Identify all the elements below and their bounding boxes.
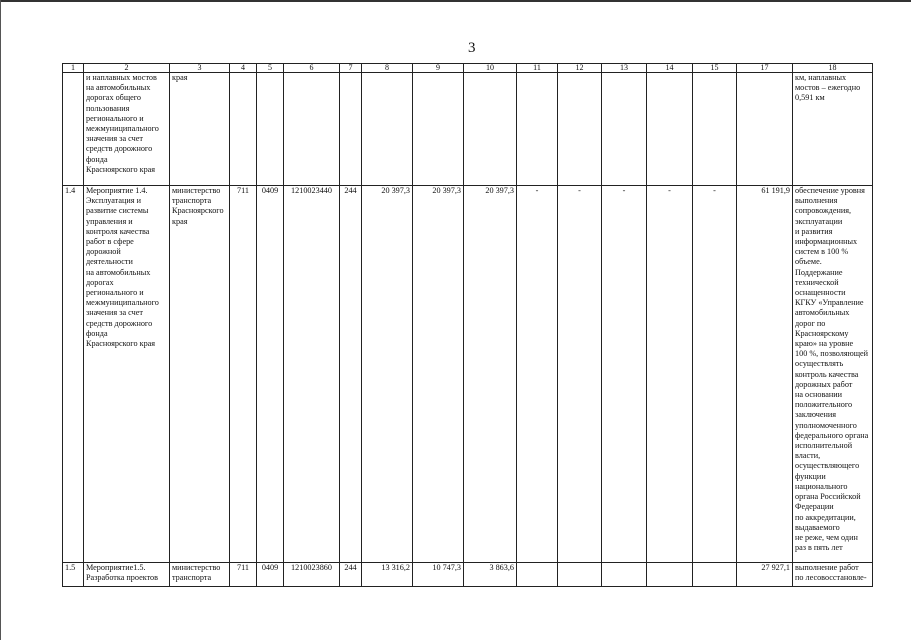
amount-year-2 (413, 73, 464, 186)
column-header: 14 (647, 64, 693, 73)
table-row (63, 563, 873, 587)
column-13-value (602, 563, 647, 587)
executor: министерство транспорта (170, 563, 230, 587)
column-header: 5 (257, 64, 284, 73)
column-11-value (517, 563, 558, 587)
vr-code (340, 73, 362, 186)
column-header: 4 (230, 64, 257, 73)
measure-name: и наплавных мостов на автомобильных дорогах общего пользования регионального и межмуниципального значения за счет средств дорожного фонда Красноярского края (84, 73, 170, 186)
column-12-value (558, 563, 602, 587)
amount-year-1: 13 316,2 (362, 563, 413, 587)
column-header: 9 (413, 64, 464, 73)
amount-year-1: 20 397,3 (362, 186, 413, 563)
total-amount: 61 191,9 (737, 186, 793, 563)
executor: края (170, 73, 230, 186)
amount-year-1 (362, 73, 413, 186)
column-number-row (63, 64, 873, 73)
column-15-value (693, 563, 737, 587)
row-number: 1.5 (63, 563, 84, 587)
grbs-code: 711 (230, 186, 257, 563)
column-header: 3 (170, 64, 230, 73)
column-header: 13 (602, 64, 647, 73)
column-header: 18 (793, 64, 873, 73)
amount-year-2: 10 747,3 (413, 563, 464, 587)
expected-result: выполнение работ по лесовосстановле- (793, 563, 873, 587)
amount-year-3: 20 397,3 (464, 186, 517, 563)
column-15-value (693, 73, 737, 186)
csr-code: 1210023440 (284, 186, 340, 563)
vr-code: 244 (340, 186, 362, 563)
column-header: 11 (517, 64, 558, 73)
column-11-value: - (517, 186, 558, 563)
executor: министерство транспорта Красноярского края (170, 186, 230, 563)
table-row (63, 186, 873, 563)
column-14-value (647, 73, 693, 186)
page-number: 3 (468, 40, 476, 56)
column-header: 6 (284, 64, 340, 73)
column-header: 15 (693, 64, 737, 73)
column-header: 2 (84, 64, 170, 73)
amount-year-3 (464, 73, 517, 186)
grbs-code: 711 (230, 563, 257, 587)
expected-result: км, наплавных мостов – ежегодно 0,591 км (793, 73, 873, 186)
column-14-value: - (647, 186, 693, 563)
column-12-value (558, 73, 602, 186)
scan-left-border (0, 0, 1, 640)
csr-code (284, 73, 340, 186)
column-header: 10 (464, 64, 517, 73)
table-row (63, 73, 873, 186)
column-11-value (517, 73, 558, 186)
expected-result: обеспечение уровня выполнения сопровождения, эксплуатации и развития информационных систем в 100 % объеме. Поддержание технической оснащенности КГКУ «Управление автомобильных дорог по Красноярскому краю» на уровне 100 %, позволяющей осуществлять контроль качества дорожных работ на основании положительного заключения уполномоченного федерального органа исполнительной власти, осуществляющего функции национального органа Российской Федерации по аккредитации, выдаваемого не реже, чем один раз в пять лет (793, 186, 873, 563)
total-amount: 27 927,1 (737, 563, 793, 587)
program-measures-table (62, 63, 873, 587)
rzpr-code (257, 73, 284, 186)
rzpr-code: 0409 (257, 563, 284, 587)
column-13-value (602, 73, 647, 186)
column-header: 7 (340, 64, 362, 73)
total-amount (737, 73, 793, 186)
column-header: 1 (63, 64, 84, 73)
rzpr-code: 0409 (257, 186, 284, 563)
amount-year-3: 3 863,6 (464, 563, 517, 587)
column-13-value: - (602, 186, 647, 563)
measure-name: Мероприятие 1.4. Эксплуатация и развитие системы управления и контроля качества работ в сфере дорожной деятельности на автомобильных дорогах регионального и межмуниципального значения за счет средств дорожного фонда Красноярского края (84, 186, 170, 563)
row-number: 1.4 (63, 186, 84, 563)
scan-top-border (0, 0, 911, 2)
column-header: 12 (558, 64, 602, 73)
csr-code: 1210023860 (284, 563, 340, 587)
column-14-value (647, 563, 693, 587)
grbs-code (230, 73, 257, 186)
row-number (63, 73, 84, 186)
column-15-value: - (693, 186, 737, 563)
vr-code: 244 (340, 563, 362, 587)
column-12-value: - (558, 186, 602, 563)
amount-year-2: 20 397,3 (413, 186, 464, 563)
column-header: 17 (737, 64, 793, 73)
measure-name: Мероприятие1.5. Разработка проектов (84, 563, 170, 587)
column-header: 8 (362, 64, 413, 73)
